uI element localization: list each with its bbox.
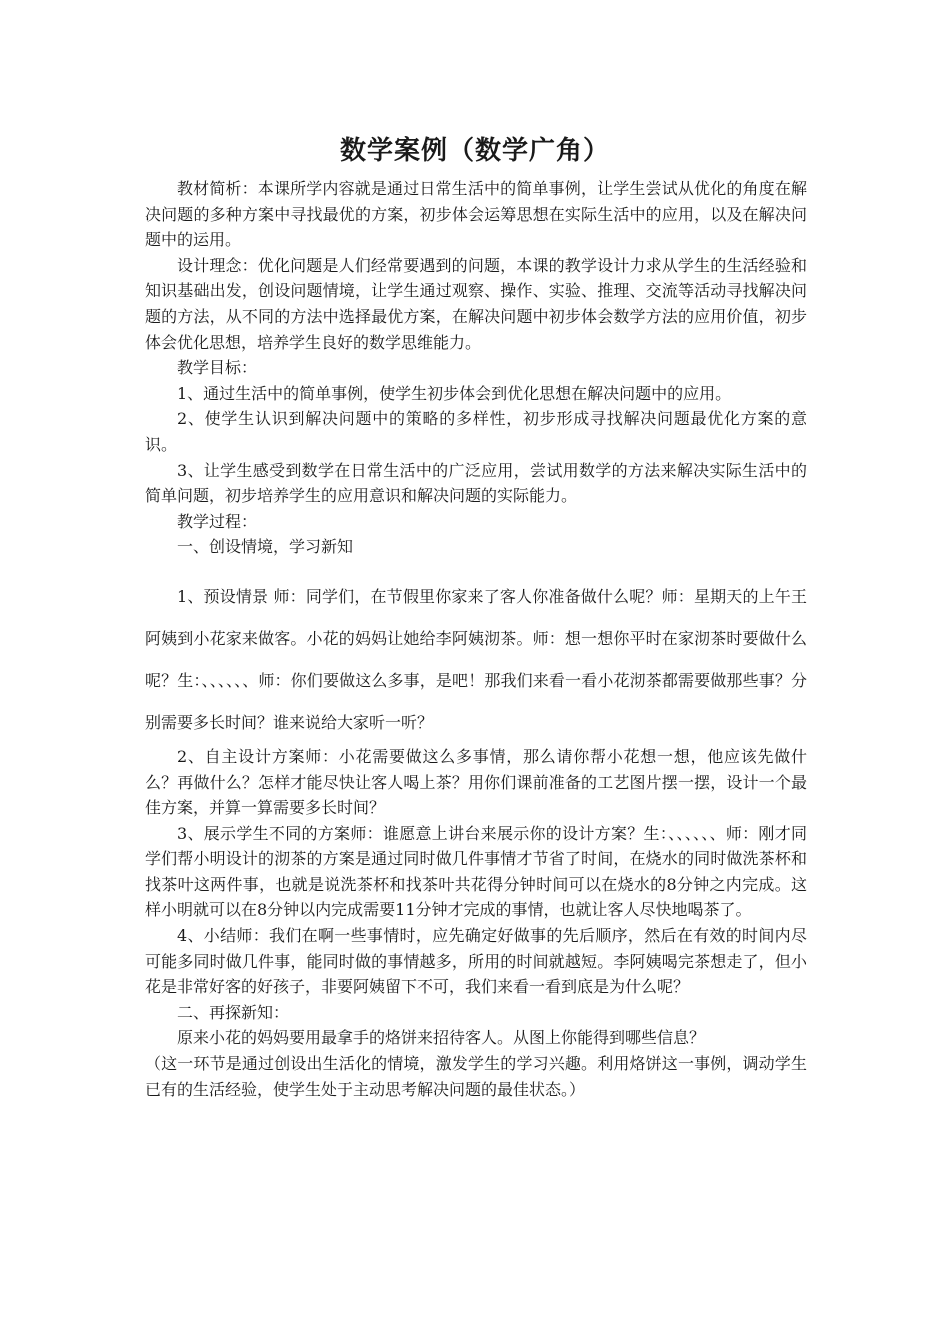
paragraph-textbook-analysis: 教材简析：本课所学内容就是通过日常生活中的简单事例，让学生尝试从优化的角度在解决问题的多种方案中寻找最优的方案，初步体会运筹思想在实际生活中的应用，以及在解决问题中的运用。 — [145, 179, 807, 250]
paragraph-pancake-intro: 原来小花的妈妈要用最拿手的烙饼来招待客人。从图上你能得到哪些信息？ — [177, 1028, 706, 1048]
paragraph-section-two-heading: 二、再探新知： — [177, 1002, 290, 1022]
paragraph-goal-3: 3、让学生感受到数学在日常生活中的广泛应用，尝试用数学的方法来解决实际生活中的简单问题，初步培养学生的应用意识和解决问题的实际能力。 — [145, 460, 807, 506]
document-body — [145, 176, 807, 1102]
paragraph-show-plans: 3、展示学生不同的方案师：谁愿意上讲台来展示你的设计方案？生：、、、、、、师：刚才同学们帮小明设计的沏茶的方案是通过同时做几件事情才节省了时间，在烧水的同时做洗茶杯和找茶叶这两件事，也就是说洗茶杯和找茶叶共花得分钟时间可以在烧水的8分钟之内完成。这样小明就可以在8分钟以内完成需要11分钟才完成的事情，也就让客人尽快地喝茶了。 — [145, 823, 807, 920]
paragraph-summary: 4、小结师：我们在啊一些事情时，应先确定好做事的先后顺序，然后在有效的时间内尽可能多同时做几件事，能同时做的事情越多，所用的时间就越短。李阿姨喝完茶想走了，但小花是非常好客的好孩子，非要阿姨留下不可，我们来看一看到底是为什么呢？ — [145, 926, 807, 997]
paragraph-section-one-heading: 一、创设情境，学习新知 — [177, 537, 354, 557]
paragraph-goal-2: 2、使学生认识到解决问题中的策略的多样性，初步形成寻找解决问题最优化方案的意识。 — [145, 409, 807, 454]
document-title: 数学案例（数学广角） — [339, 136, 610, 166]
paragraph-scenario: 1、预设情景 师：同学们，在节假里你家来了客人你准备做什么呢？师：星期天的上午王阿姨到小花家来做客。小花的妈妈让她给李阿姨沏茶。师：想一想你平时在家沏茶时要做什么呢？生：、、、、、、师：你们要做这么多事，是吧！那我们来看一看小花沏茶都需要做那些事？分别需要多长时间？谁来说给大家听一听？ — [145, 586, 807, 732]
paragraph-goal-1: 1、通过生活中的简单事例，使学生初步体会到优化思想在解决问题中的应用。 — [177, 383, 732, 403]
paragraph-process-heading: 教学过程： — [177, 511, 258, 531]
paragraph-design-concept: 设计理念：优化问题是人们经常要遇到的问题，本课的教学设计力求从学生的生活经验和知识基础出发，创设问题情境，让学生通过观察、操作、实验、推理、交流等活动寻找解决问题的方法，从不同的方法中选择最优方案，在解决问题中初步体会数学方法的应用价值，初步体会优化思想，培养学生良好的数学思维能力。 — [145, 255, 807, 352]
paragraph-self-design: 2、自主设计方案师：小花需要做这么多事情，那么请你帮小花想一想，他应该先做什么？再做什么？怎样才能尽快让客人喝上茶？用你们课前准备的工艺图片摆一摆，设计一个最佳方案，并算一算需要多长时间？ — [145, 746, 807, 818]
paragraph-pancake-note: （这一环节是通过创设出生活化的情境，激发学生的学习兴趣。利用烙饼这一事例，调动学生已有的生活经验，使学生处于主动思考解决问题的最佳状态。） — [145, 1054, 807, 1099]
paragraph-teaching-goals-heading: 教学目标： — [177, 358, 258, 378]
